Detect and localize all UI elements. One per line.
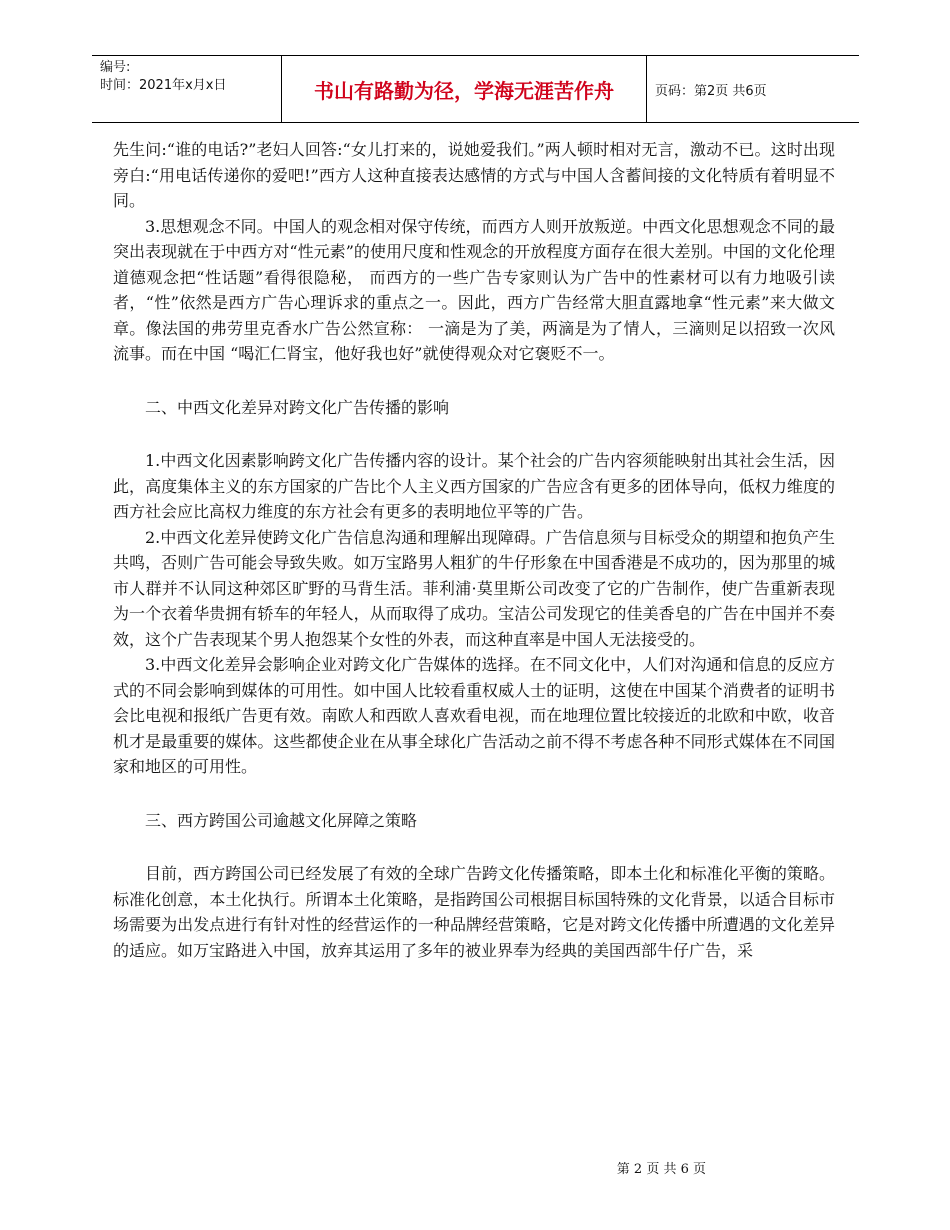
header-meta — [92, 56, 282, 122]
paragraph: 3.中西文化差异会影响企业对跨文化广告媒体的选择。在不同文化中，人们对沟通和信息的反应方式的不同会影响到媒体的可用性。如中国人比较看重权威人士的证明，这使在中国某个消费者的证明书会比电视和报纸广告更有效。南欧人和西欧人喜欢看电视，而在地理位置比较接近的北欧和中欧，收音机才是最重要的媒体。这些都使企业在从事全球化广告活动之前不得不考虑各种不同形式媒体在不同国家和地区的可用性。 — [113, 655, 835, 776]
paragraph: 2.中西文化差异使跨文化广告信息沟通和理解出现障碍。广告信息须与目标受众的期望和抱负产生共鸣，否则广告可能会导致失败。如万宝路男人粗犷的牛仔形象在中国香港是不成功的，因为那里的城市人群并不认同这种郊区旷野的马背生活。菲利浦·莫里斯公司改变了它的广告制作，使广告重新表现为一个衣着华贵拥有轿车的年轻人，从而取得了成功。宝洁公司发现它的佳美香皂的广告在中国并不奏效，这个广告表现某个男人抱怨某个女性的外表，而这种直率是中国人无法接受的。 — [113, 527, 835, 649]
paragraph: 先生问:“谁的电话?”老妇人回答:“女儿打来的，说她爱我们。”两人顿时相对无言，激动不已。这时出现旁白:“用电话传递你的爱吧!”西方人这种直接表达感情的方式与中国人含蓄间接的文化特质有着明显不同。 — [113, 140, 835, 210]
paragraph: 3.思想观念不同。中国人的观念相对保守传统，而西方人则开放叛逆。中西文化思想观念不同的最突出表现就在于中西方对“性元素”的使用尺度和性观念的开放程度方面存在很大差别。中国的文化伦理道德观念把“性话题”看得很隐秘， 而西方的一些广告专家则认为广告中的性素材可以有力地吸引读者，“性”依然是西方广告心理诉求的重点之一。因此，西方广告经常大胆直露地拿“性元素”来大做文章。像法国的弗劳里克香水广告公然宣称： 一滴是为了美，两滴是为了情人，三滴则足以招致一次风流事。而在中国 “喝汇仁肾宝，他好我也好”就使得观众对它褒贬不一。 — [113, 216, 835, 363]
number-label: 编号: — [100, 60, 131, 75]
document-body — [113, 137, 835, 963]
section-heading: 三、西方跨国公司逾越文化屏障之策略 — [145, 810, 418, 830]
section-heading: 二、中西文化差异对跨文化广告传播的影响 — [145, 397, 450, 417]
time-label: 时间：2021年x月x日 — [100, 78, 227, 93]
page-header — [92, 55, 859, 123]
paragraph: 目前，西方跨国公司已经发展了有效的全球广告跨文化传播策略，即本土化和标准化平衡的策略。标准化创意，本土化执行。所谓本土化策略，是指跨国公司根据目标国特殊的文化背景，以适合目标市场需要为出发点进行有针对性的经营运作的一种品牌经营策略，它是对跨文化传播中所遭遇的文化差异的适应。如万宝路进入中国，放弃其运用了多年的被业界奉为经典的美国西部牛仔广告，采 — [113, 864, 835, 960]
header-motto: 书山有路勤为径，学海无涯苦作舟 — [282, 56, 647, 122]
header-page-info: 页码：第2页 共6页 — [655, 83, 767, 99]
paragraph: 1.中西文化因素影响跨文化广告传播内容的设计。某个社会的广告内容须能映射出其社会生活，因此，高度集体主义的东方国家的广告比个人主义西方国家的广告应含有更多的团体导向，低权力维度的西方社会应比高权力维度的东方社会有更多的表明地位平等的广告。 — [113, 451, 835, 521]
footer-page-number: 第 2 页 共 6 页 — [616, 1162, 706, 1177]
